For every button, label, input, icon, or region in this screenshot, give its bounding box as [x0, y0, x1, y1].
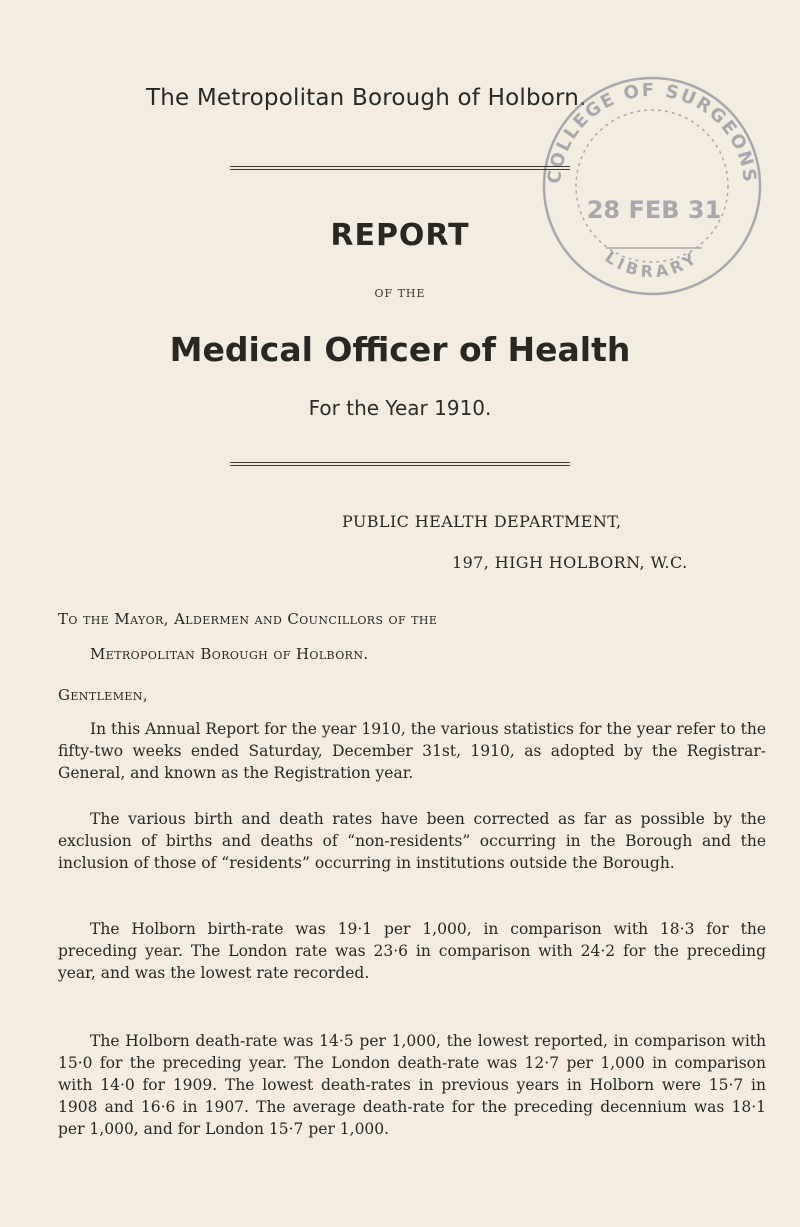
paragraph-corrections: The various birth and death rates have been corrected as far as possible by the exclusion of births and deaths of “non-residents” occurring in the Borough and the inclusion of those of “residents” occurring in institutions outside the Borough.	[58, 810, 766, 872]
divider-rule	[230, 166, 570, 170]
library-stamp-icon	[536, 70, 768, 302]
svg-text:COLLEGE OF SURGEONS	[544, 80, 760, 185]
greeting: Gentlemen,	[58, 686, 148, 704]
stamp-date: 28 FEB 31	[586, 196, 722, 224]
stamp-bottom-text: LIBRARY	[601, 247, 703, 282]
borough-title: The Metropolitan Borough of Holborn.	[146, 85, 587, 111]
addressee-borough: Metropolitan Borough of Holborn.	[90, 645, 369, 663]
report-heading: REPORT	[330, 218, 470, 253]
of-the-label: OF THE	[374, 287, 426, 300]
department-street-line: 197, HIGH HOLBORN, W.C.	[452, 553, 688, 572]
report-year: For the Year 1910.	[308, 396, 492, 420]
department-address-line: PUBLIC HEALTH DEPARTMENT,	[342, 512, 622, 531]
medical-officer-heading: Medical Officer of Health	[169, 330, 631, 369]
divider-rule	[230, 462, 570, 466]
stamp-top-text: COLLEGE OF SURGEONS	[543, 79, 761, 185]
addressee-line: To the Mayor, Aldermen and Councillors of the	[58, 610, 438, 628]
paragraph-birth-rate: The Holborn birth-rate was 19·1 per 1,000, in comparison with 18·3 for the preceding year. The London rate was 23·6 in comparison with 24·2 for the preceding year, and was the lowest rate recorded.	[58, 920, 766, 982]
paragraph-registration-year: In this Annual Report for the year 1910, the various statistics for the year refer to the fifty-two weeks ended Saturday, December 31st, 1910, as adopted by the Registrar-General, and known as the Registration year.	[58, 720, 766, 782]
paragraph-death-rate: The Holborn death-rate was 14·5 per 1,000, the lowest reported, in comparison with 15·0 for the preceding year. The London death-rate was 12·7 per 1,000 in comparison with 14·0 for 1909. The lowest death-rates in previous years in Holborn were 15·7 in 1908 and 16·6 in 1907. The average death-rate for the preceding decennium was 18·1 per 1,000, and for London 15·7 per 1,000.	[58, 1032, 766, 1138]
